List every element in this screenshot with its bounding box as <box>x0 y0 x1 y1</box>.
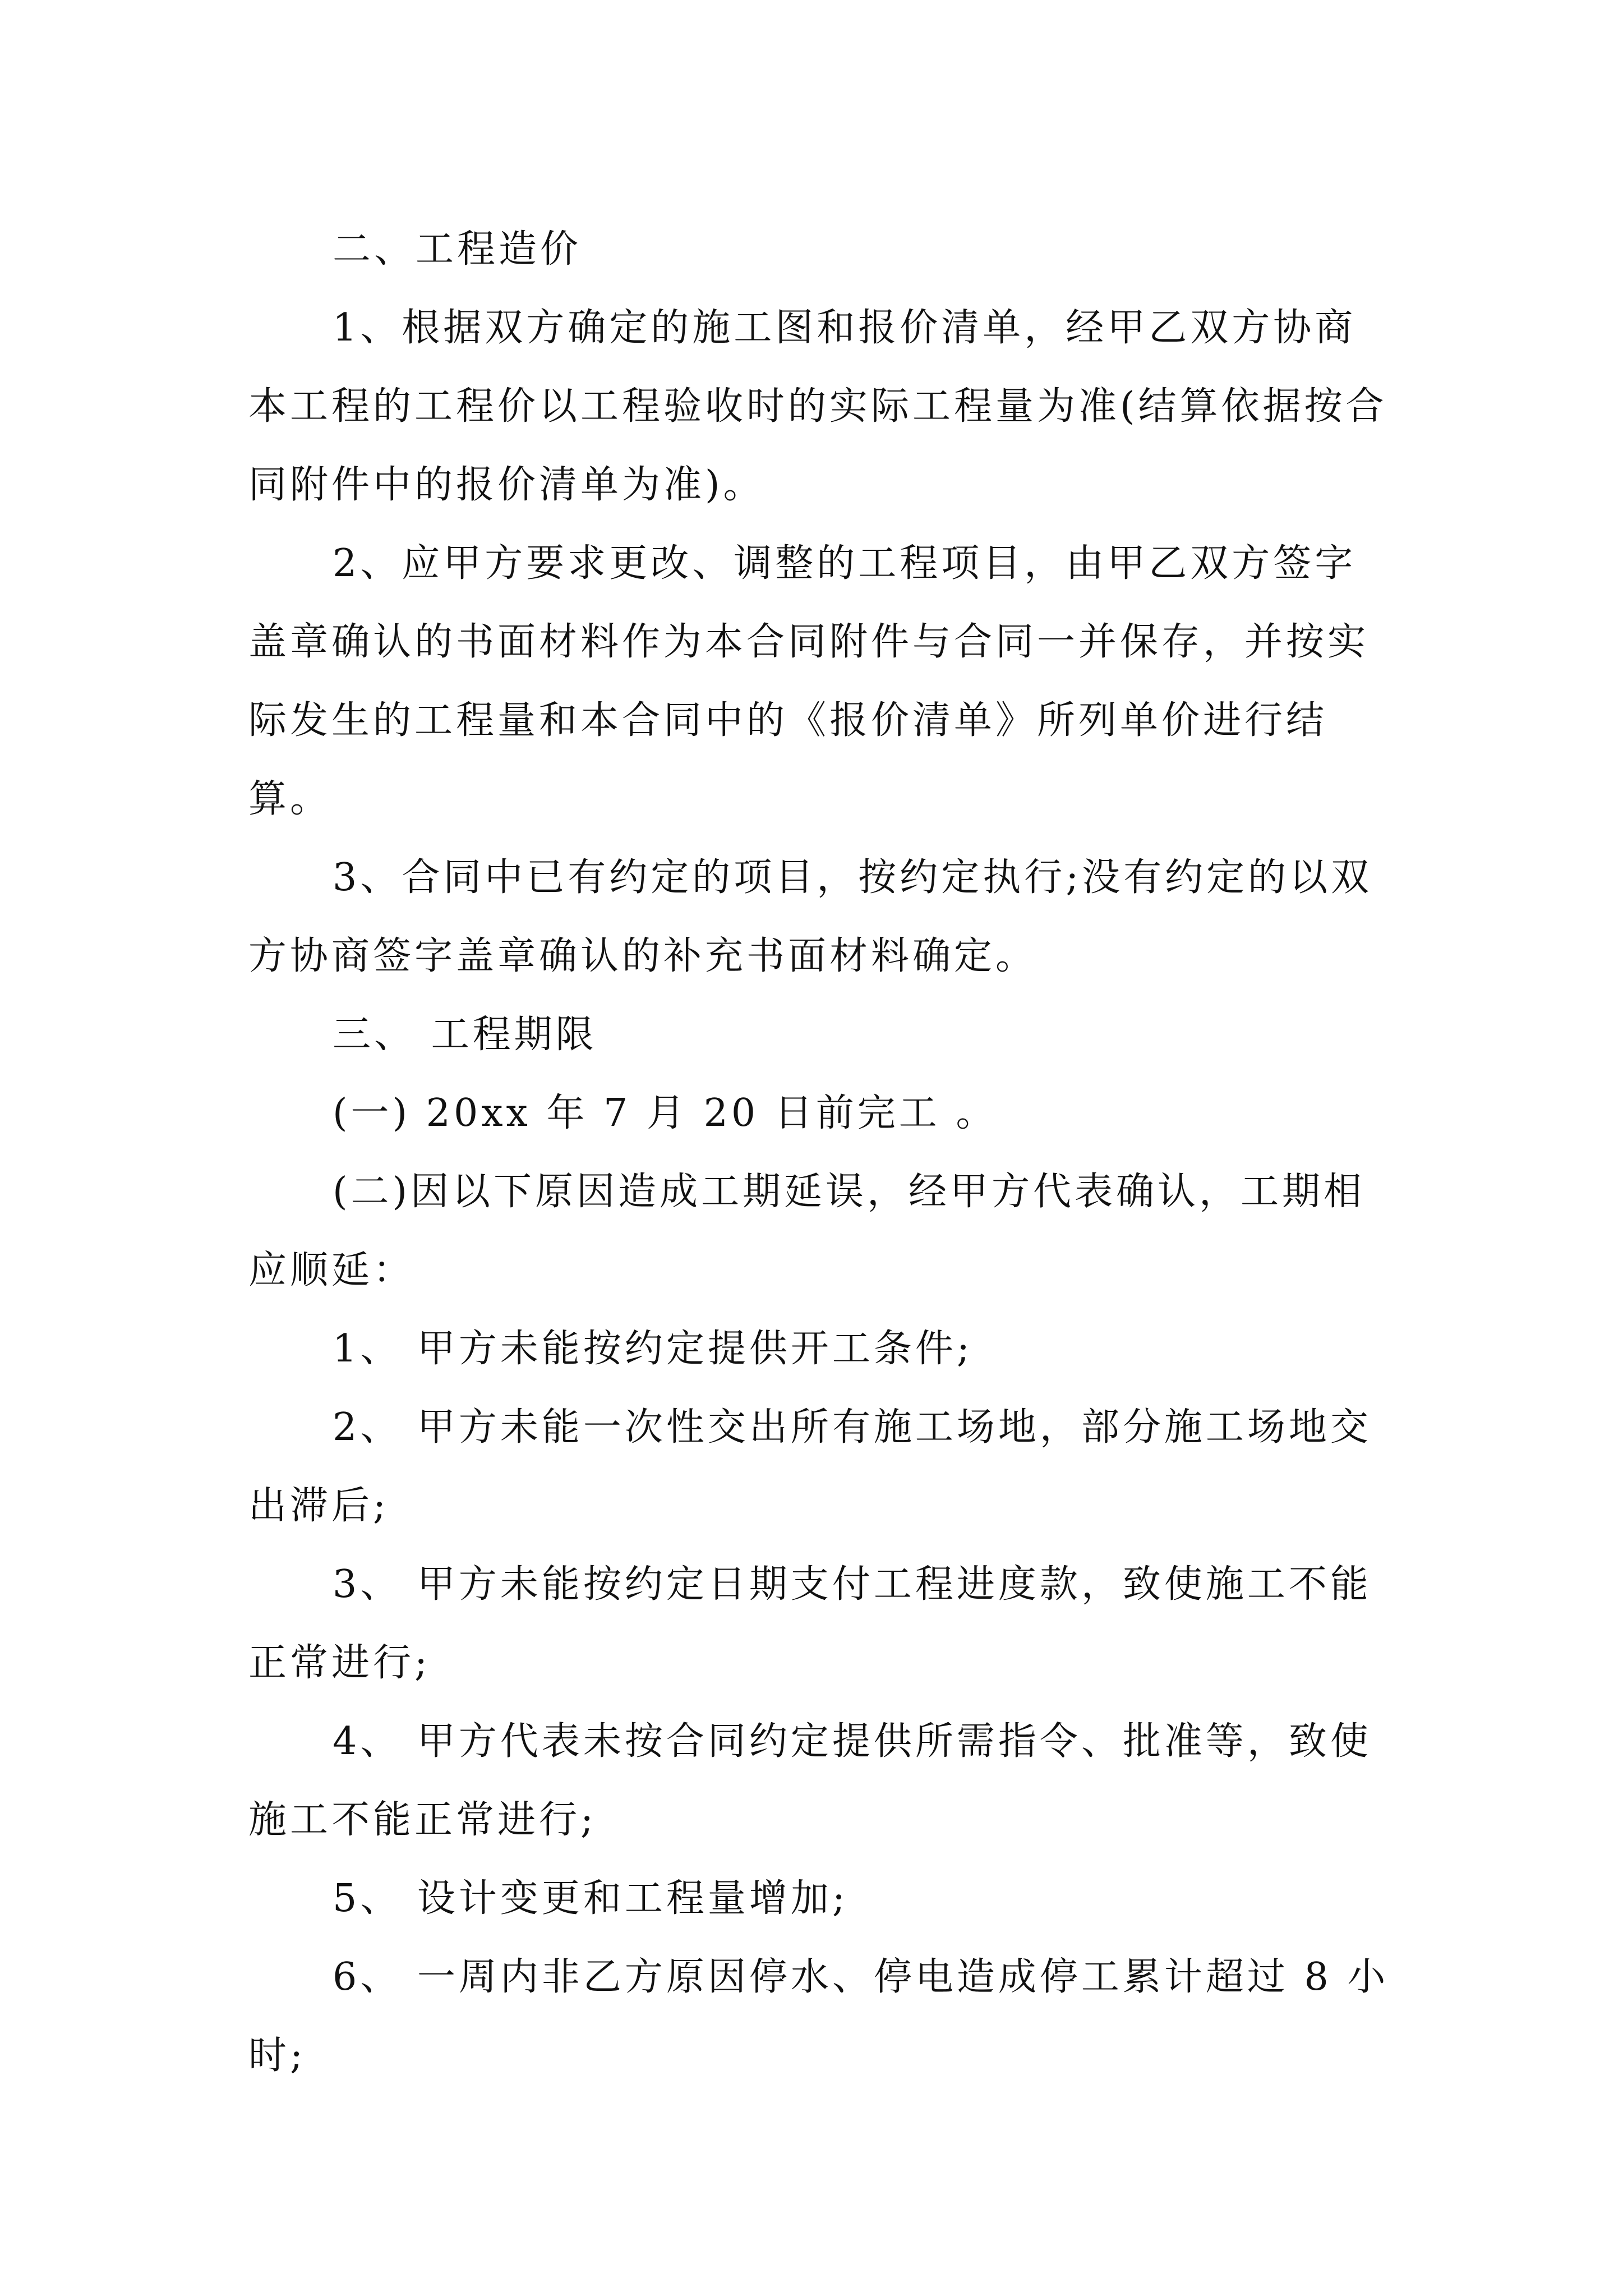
delay-reason-4: 4、 甲方代表未按合同约定提供所需指令、批准等，致使施工不能正常进行; <box>248 1719 1372 1842</box>
cost-clause-1: 1、根据双方确定的施工图和报价清单，经甲乙双方协商本工程的工程价以工程验收时的实际工程量为准(结算依据按合同附件中的报价清单为准)。 <box>248 306 1387 507</box>
section-heading-cost: 二、工程造价 <box>333 227 582 272</box>
document-body <box>248 210 1393 2095</box>
cost-clause-3: 3、合同中已有约定的项目，按约定执行;没有约定的以双方协商签字盖章确认的补充书面材料确定。 <box>248 855 1373 978</box>
delay-reason-2: 2、 甲方未能一次性交出所有施工场地，部分施工场地交出滞后; <box>248 1405 1372 1528</box>
delay-reason-6: 6、 一周内非乙方原因停水、停电造成停工累计超过 8 小时; <box>248 1955 1389 2078</box>
schedule-clause-1: (一) 20xx 年 7 月 20 日前完工 。 <box>333 1091 998 1135</box>
delay-reason-1: 1、 甲方未能按约定提供开工条件; <box>333 1327 973 1371</box>
section-heading-schedule: 三、 工程期限 <box>333 1013 597 1057</box>
delay-reason-5: 5、 设计变更和工程量增加; <box>333 1876 849 1921</box>
delay-reason-3: 3、 甲方未能按约定日期支付工程进度款，致使施工不能正常进行; <box>248 1562 1372 1685</box>
schedule-clause-2: (二)因以下原因造成工期延误，经甲方代表确认，工期相应顺延： <box>248 1170 1366 1292</box>
cost-clause-2: 2、应甲方要求更改、调整的工程项目，由甲乙双方签字盖章确认的书面材料作为本合同附件与合同一并保存，并按实际发生的工程量和本合同中的《报价清单》所列单价进行结算。 <box>248 541 1370 821</box>
